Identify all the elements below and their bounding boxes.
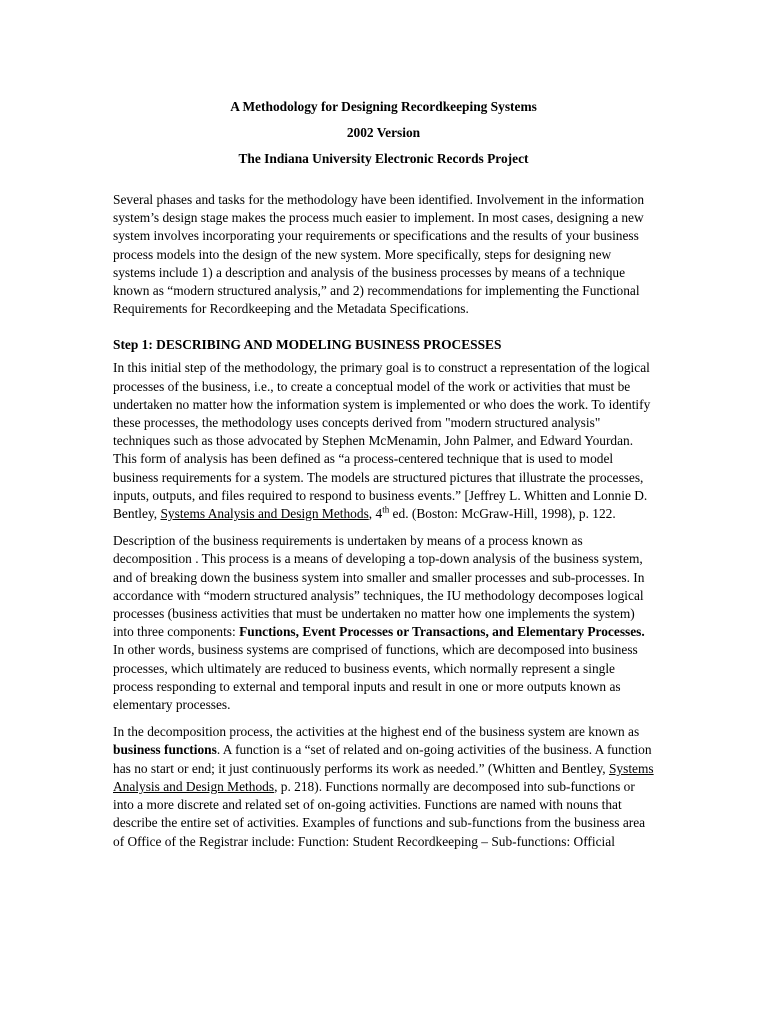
intro-paragraph: Several phases and tasks for the methodology have been identified. Involvement in the information system’s design stage makes the process much easier to implement. In most cases, designing a new system involves incorporating your requirements or specifications and the results of your business process models into the design of the new system. More specifically, steps for designing new systems include 1) a description and analysis of the business processes by means of a technique known as “modern structured analysis,” and 2) recommendations for implementing the Functional Requirements for Recordkeeping and the Metadata Specifications. xyxy=(113,192,645,317)
p3-text: In the decomposition process, the activities at the highest end of the business system are known as xyxy=(113,724,640,740)
step1-paragraph-1 xyxy=(113,359,654,523)
book-title: Systems Analysis and Design Methods xyxy=(160,506,369,522)
step1-heading: Step 1: DESCRIBING AND MODELING BUSINESS PROCESSES xyxy=(113,337,502,353)
document-title-block xyxy=(113,94,654,172)
p2-end: In other words, business systems are comprised of functions, which are decomposed into business processes, which ultimately are reduced to business events, which normally represent a single process responding to external and temporal inputs and result in one or more outputs known as elementary processes. xyxy=(113,642,638,713)
p3-end: , p. 218). Functions normally are decomposed into sub-functions or into a more discrete and related set of on-going activities. Functions are named with nouns that describe the entire set of activities. Examples of functions and sub-functions from the business area of Office of the Registrar include: Function: Student Recordkeeping – Sub-functions: Official xyxy=(113,778,646,849)
edition-sup: th xyxy=(382,504,390,515)
p1-text: In this initial step of the methodology, the primary goal is to construct a representation of the logical processes of the business, i.e., to create a conceptual model of the work or activities that must be undertaken no matter how the information system is implemented or who does the work. To identify these processes, the methodology uses concepts derived from "modern structured analysis" techniques such as those advocated by Stephen McMenamin, John Palmer, and Edward Yourdan. This form of analysis has been defined as “a process-centered technique that is used to model business requirements for a system. The models are structured pictures that illustrate the processes, inputs, outputs, and files required to respond to business events.” [Jeffrey L. Whitten and Lonnie D. Bentley, xyxy=(113,360,651,522)
book-title-2: Systems Analysis and Design Methods xyxy=(113,760,654,794)
document-title: A Methodology for Designing Recordkeeping Systems xyxy=(230,99,537,114)
document-project: The Indiana University Electronic Records Project xyxy=(238,151,529,166)
p3-mid: . A function is a “set of related and on-going activities of the business. A function has no start or end; it just continuously performs its work as needed.” (Whitten and Bentley, xyxy=(113,742,652,776)
document-version: 2002 Version xyxy=(346,125,421,140)
p2-bold-components: Functions, Event Processes or Transactions, and Elementary Processes. xyxy=(239,624,645,640)
step1-paragraph-2 xyxy=(113,532,654,714)
p1-comma: , 4 xyxy=(368,506,383,522)
p1-end: ed. (Boston: McGraw-Hill, 1998), p. 122. xyxy=(389,506,616,522)
p2-text: Description of the business requirements is undertaken by means of a process known as decomposition . This process is a means of developing a top-down analysis of the business system, and of breaking down the business system into smaller and smaller processes and sub-processes. In accordance with “modern structured analysis” techniques, the IU methodology decomposes logical processes (business activities that must be undertaken no matter how one implements the system) into three components: xyxy=(113,533,645,640)
step1-paragraph-3 xyxy=(113,723,654,850)
p3-bold-business-functions: business functions xyxy=(113,742,217,758)
